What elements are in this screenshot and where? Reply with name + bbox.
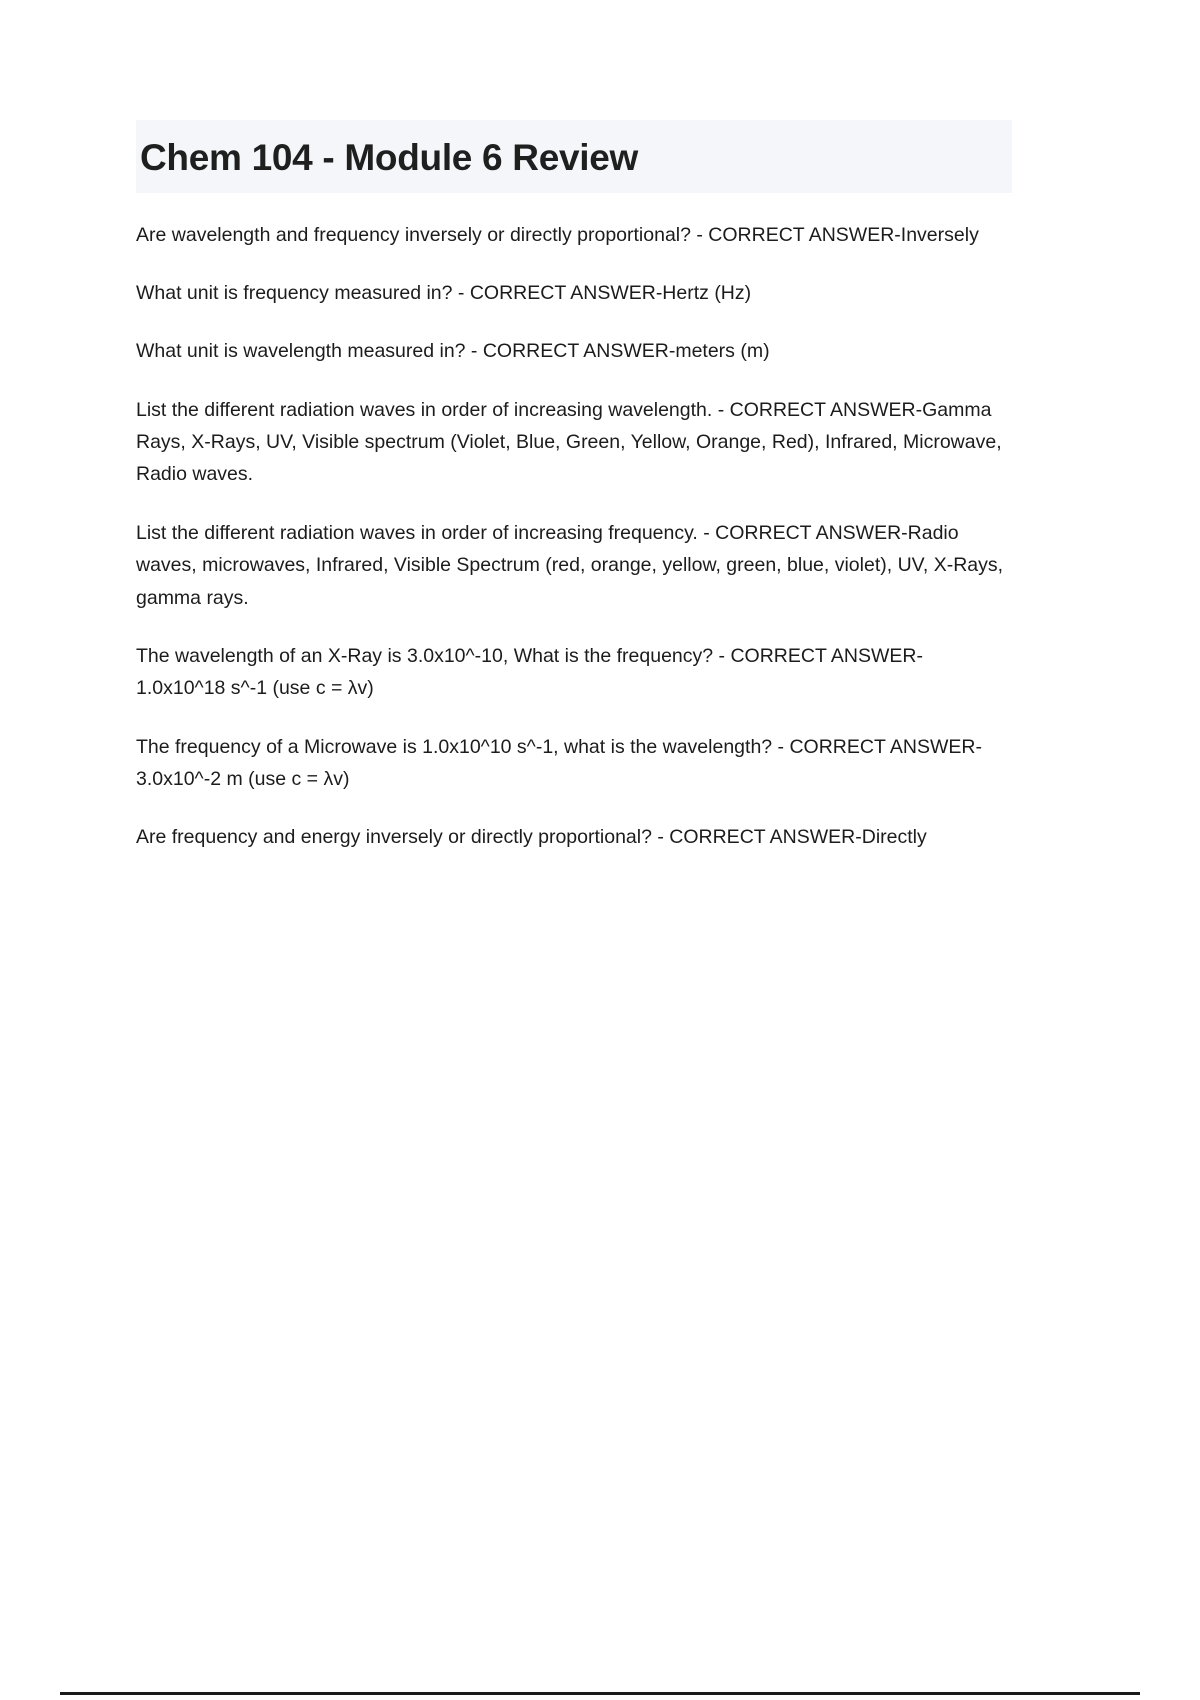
qa-block: List the different radiation waves in order of increasing frequency. - CORRECT ANSWER-Radio waves, microwaves, Infrared, Visible Spectrum (red, orange, yellow, green, blue, violet), UV, X-Rays, gamma rays. (136, 521, 1004, 609)
qa-block: Are wavelength and frequency inversely or directly proportional? - CORRECT ANSWER-Inversely (136, 223, 979, 246)
qa-block: Are frequency and energy inversely or directly proportional? - CORRECT ANSWER-Directly (136, 826, 927, 849)
qa-block: What unit is wavelength measured in? - CORRECT ANSWER-meters (m) (136, 340, 770, 363)
qa-block: The wavelength of an X-Ray is 3.0x10^-10, What is the frequency? - CORRECT ANSWER-1.0x10^18 s^-1 (use c = λv) (136, 644, 923, 700)
footer-divider (60, 1692, 1140, 1695)
qa-block: List the different radiation waves in order of increasing wavelength. - CORRECT ANSWER-Gamma Rays, X-Rays, UV, Visible spectrum (Violet, Blue, Green, Yellow, Orange, Red), Infrared, Microwave, Radio waves. (136, 398, 1002, 486)
qa-block: What unit is frequency measured in? - CORRECT ANSWER-Hertz (Hz) (136, 282, 752, 305)
title-band (136, 120, 1012, 193)
document-content (136, 120, 1012, 854)
qa-block: The frequency of a Microwave is 1.0x10^10 s^-1, what is the wavelength? - CORRECT ANSWER-3.0x10^-2 m (use c = λv) (136, 735, 982, 790)
page-title: Chem 104 - Module 6 Review (140, 137, 639, 178)
